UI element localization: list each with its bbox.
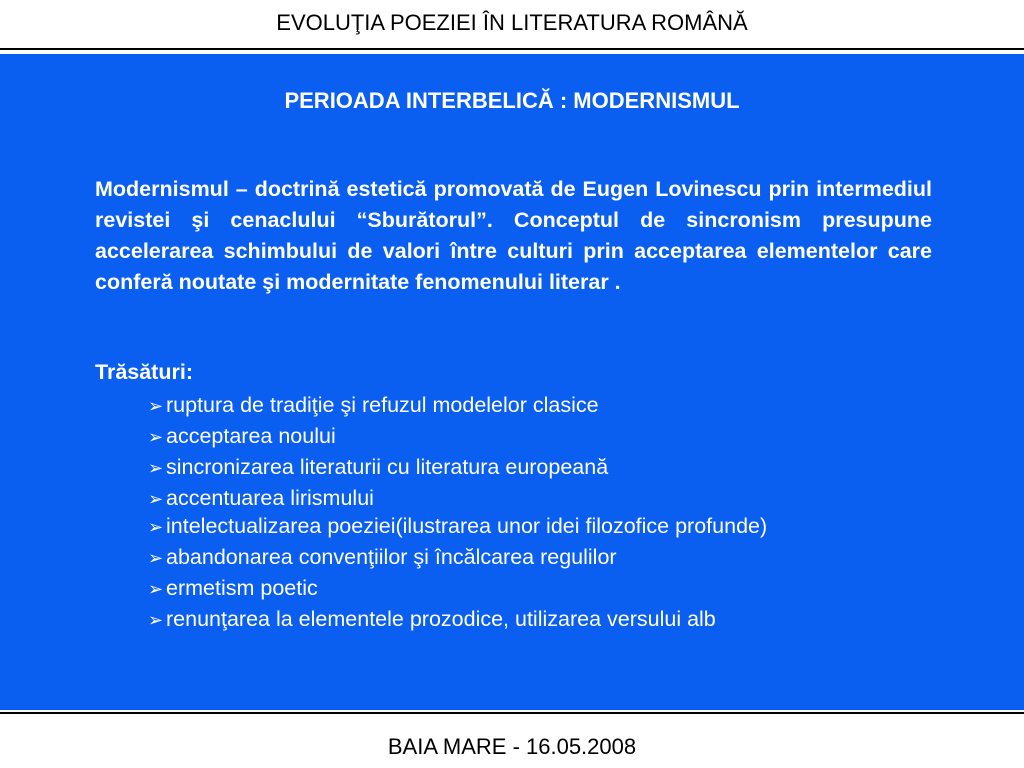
list-item xyxy=(148,513,948,544)
feature-text: ruptura de tradiţie şi refuzul modelelor clasice xyxy=(166,393,599,417)
slide-title: PERIOADA INTERBELICĂ : MODERNISMUL xyxy=(284,88,740,113)
intro-paragraph: Modernismul – doctrină estetică promovată de Eugen Lovinescu prin intermediul revistei şi cenaclului “Sburătorul”. Conceptul de sincronism presupune accelerarea schimbului de valori între culturi prin acceptarea elementelor care conferă noutate şi modernitate fenomenului literar . xyxy=(95,177,932,294)
content-panel xyxy=(0,52,1024,712)
header-title: EVOLUŢIA POEZIEI ÎN LITERATURA ROMÂNĂ xyxy=(276,10,748,35)
list-item xyxy=(148,606,948,637)
arrow-bullet-icon: ➢ xyxy=(148,396,164,416)
arrow-bullet-icon: ➢ xyxy=(148,458,164,478)
arrow-bullet-icon: ➢ xyxy=(148,579,164,599)
arrow-bullet-icon: ➢ xyxy=(148,610,164,630)
feature-text: abandonarea convenţiilor şi încălcarea regulilor xyxy=(166,545,617,569)
feature-text: sincronizarea literaturii cu literatura europeană xyxy=(166,455,609,479)
list-item xyxy=(148,454,948,485)
list-item xyxy=(148,485,948,513)
feature-text: renunţarea la elementele prozodice, utilizarea versului alb xyxy=(166,607,716,631)
feature-text: intelectualizarea poeziei(ilustrarea unor idei filozofice profunde) xyxy=(166,514,768,538)
feature-text: acceptarea noului xyxy=(166,424,336,448)
features-heading: Trăsături: xyxy=(95,360,193,384)
slide-header xyxy=(0,0,1024,50)
list-item xyxy=(148,423,948,454)
arrow-bullet-icon: ➢ xyxy=(148,427,164,447)
feature-text: ermetism poetic xyxy=(166,576,318,600)
arrow-bullet-icon: ➢ xyxy=(148,548,164,568)
arrow-bullet-icon: ➢ xyxy=(148,489,164,509)
list-item xyxy=(148,544,948,575)
slide-footer xyxy=(0,714,1024,768)
list-item xyxy=(148,392,948,423)
footer-text: BAIA MARE - 16.05.2008 xyxy=(387,734,637,759)
list-item xyxy=(148,575,948,606)
feature-text: accentuarea lirismului xyxy=(166,486,374,510)
arrow-bullet-icon: ➢ xyxy=(148,517,164,537)
features-list xyxy=(148,392,948,637)
